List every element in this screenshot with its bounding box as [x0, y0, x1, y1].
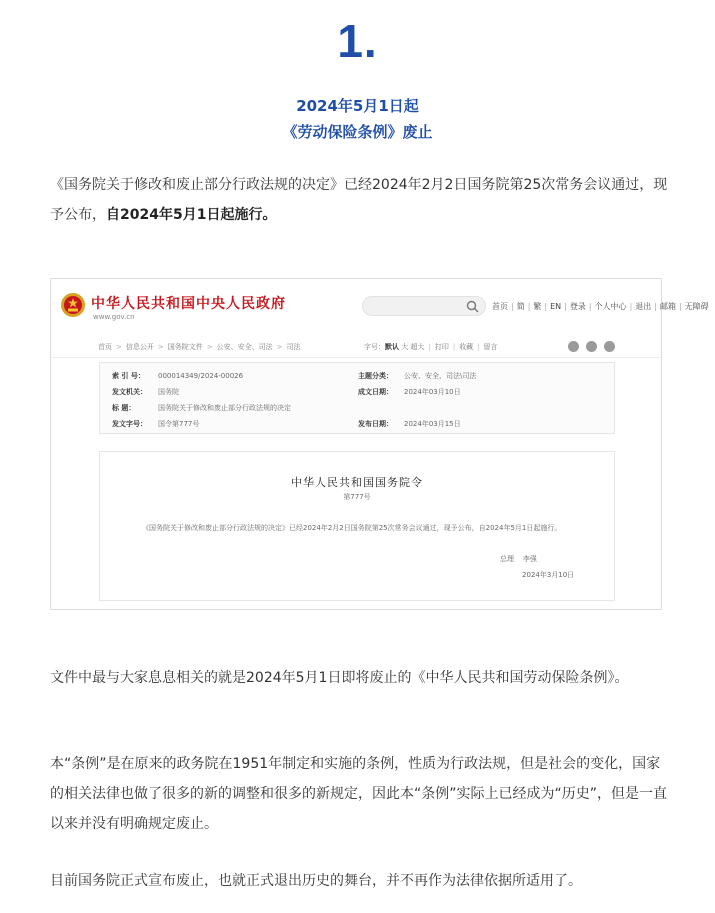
link-english[interactable]: EN [550, 302, 562, 311]
document-box [99, 451, 615, 601]
meta-doc-number: 发文字号： 国令第777号 [112, 420, 200, 428]
gov-top-links: 首页 | 简 | 繁 | EN | 登录 | 个人中心 | 退出 | 邮箱 | 无障碍 [492, 302, 709, 311]
meta-title: 标 题： 国务院关于修改和废止部分行政法规的决定 [112, 404, 291, 412]
font-default-button[interactable]: 默认 [385, 343, 399, 351]
crumb-category[interactable]: 公安、安全、司法 [216, 343, 273, 351]
document-date: 2024年3月10日 [522, 571, 575, 579]
link-logout[interactable]: 退出 [635, 302, 652, 311]
gov-search-input[interactable] [362, 296, 486, 316]
font-size-label: 字号： [364, 343, 385, 351]
intro-paragraph [50, 170, 670, 230]
subtitle-regulation: 《劳动保险条例》废止 [282, 123, 433, 141]
meta-publish-date: 发布日期： 2024年03月15日 [358, 420, 461, 428]
link-traditional[interactable]: 繁 [533, 302, 542, 311]
paragraph-2: 文件中最与大家息息相关的就是2024年5月1日即将废止的《中华人民共和国劳动保险条例》。 [50, 670, 629, 686]
crumb-files[interactable]: 国务院文件 [167, 343, 203, 351]
link-accessibility[interactable]: 无障碍 [684, 302, 709, 311]
font-xlarge-button[interactable]: 超大 [410, 343, 425, 351]
gov-site-url: www.gov.cn [93, 313, 135, 321]
national-emblem-icon [60, 292, 86, 318]
meta-category: 主题分类： 公安、安全、司法\司法 [358, 372, 477, 380]
intro-text: 《国务院关于修改和废止部分行政法规的决定》已经2024年2月2日国务院第25次常务会议通过，现予公布， [50, 177, 668, 223]
link-user-center[interactable]: 个人中心 [594, 302, 627, 311]
favorite-button[interactable]: 收藏 [459, 343, 474, 351]
paragraph-4: 目前国务院正式宣布废止，也就正式退出历史的舞台，并不再作为法律依据所适用了。 [50, 873, 582, 889]
font-large-button[interactable]: 大 [401, 343, 409, 351]
crumb-justice[interactable]: 司法 [286, 343, 301, 351]
meta-index: 索 引 号： 000014349/2024-00026 [112, 372, 244, 380]
search-icon[interactable] [466, 300, 479, 313]
link-mail[interactable]: 邮箱 [659, 302, 676, 311]
crumb-info[interactable]: 信息公开 [125, 343, 154, 351]
meta-written-date: 成文日期： 2024年03月10日 [358, 388, 461, 396]
meta-issuer: 发文机关： 国务院 [112, 388, 179, 396]
weibo-share-icon[interactable] [586, 341, 597, 352]
wechat-share-icon[interactable] [568, 341, 579, 352]
link-simplified[interactable]: 简 [516, 302, 525, 311]
section-subtitle [0, 93, 715, 145]
crumb-home[interactable]: 首页 [98, 343, 112, 351]
comment-button[interactable]: 留言 [483, 343, 498, 351]
qzone-share-icon[interactable] [604, 341, 615, 352]
paragraph-3: 本“条例”是在原来的政务院在1951年制定和实施的条例，性质为行政法规，但是社会的变化，国家的相关法律也做了很多的新的调整和很多的新规定，因此本“条例”实际上已经成为“历史”，但是一直以来并没有明确规定废止。 [50, 756, 668, 832]
document-body: 《国务院关于修改和废止部分行政法规的决定》已经2024年2月2日国务院第25次常务会议通过，现予公布，自2024年5月1日起施行。 [142, 524, 562, 532]
link-login[interactable]: 登录 [569, 302, 586, 311]
subtitle-date: 2024年5月1日起 [296, 97, 419, 115]
document-signer: 总理 李强 [500, 555, 537, 563]
gov-screenshot [50, 278, 709, 610]
link-home[interactable]: 首页 [492, 302, 508, 311]
intro-bold: 自2024年5月1日起施行。 [106, 207, 277, 223]
document-number: 第777号 [343, 493, 371, 501]
gov-header [51, 279, 709, 331]
page-tools: 字号：默认 大 超大 | 打印 | 收藏 | 留言 [364, 343, 498, 351]
gov-site-title: 中华人民共和国中央人民政府 [91, 296, 286, 312]
breadcrumb: 首页 > 信息公开 > 国务院文件 > 公安、安全、司法 > 司法 [98, 343, 301, 351]
document-title: 中华人民共和国国务院令 [291, 476, 423, 489]
breadcrumb-bar [51, 336, 661, 358]
meta-box [99, 362, 615, 434]
print-button[interactable]: 打印 [434, 343, 449, 351]
section-number: 1. [337, 15, 378, 67]
